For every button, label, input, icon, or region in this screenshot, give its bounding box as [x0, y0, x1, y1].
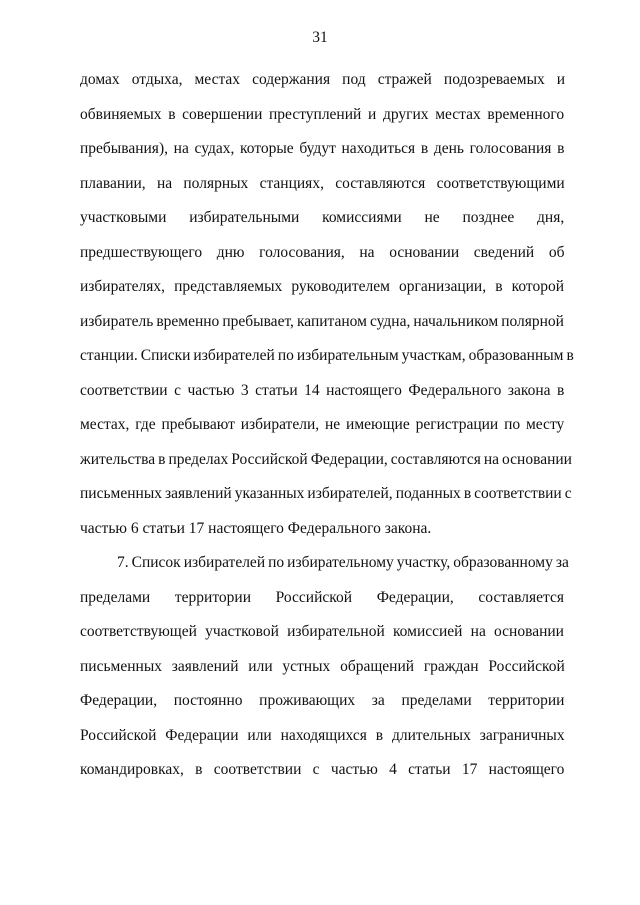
text-line: командировках, в соответствии с частью 4 статьи 17 настоящего: [80, 761, 565, 778]
text-line: избиратель временно пребывает, капитаном судна, начальником полярной: [80, 312, 564, 330]
text-line: пределами территории Российской Федерации, составляется: [80, 588, 564, 606]
text-line: частью 6 статьи 17 настоящего Федерального закона.: [80, 519, 432, 537]
text-line: соответствующей участковой избирательной комиссией на основании: [80, 623, 564, 640]
text-line: письменных заявлений указанных избирателей, поданных в соответствии с: [80, 485, 572, 502]
text-line: домах отдыха, местах содержания под стражей подозреваемых и: [80, 71, 566, 88]
text-line: станции. Списки избирателей по избирательным участкам, образованным в: [80, 347, 574, 364]
page-number: 31: [312, 29, 328, 46]
text-line: жительства в пределах Российской Федерации, составляются на основании: [80, 450, 572, 468]
text-line: 7. Список избирателей по избирательному участку, образованному за: [117, 554, 569, 571]
text-line: соответствии с частью 3 статьи 14 настоящего Федерального закона в: [80, 381, 565, 399]
text-line: участковыми избирательными комиссиями не позднее дня,: [80, 209, 565, 226]
text-line: пребывания), на судах, которые будут находиться в день голосования в: [80, 140, 565, 157]
text-line: плавании, на полярных станциях, составляются соответствующими: [80, 174, 565, 192]
paragraph-2: [80, 546, 569, 788]
body-text: [80, 63, 574, 788]
text-line: Российской Федерации или находящихся в длительных заграничных: [80, 726, 565, 744]
paragraph-1: [80, 63, 574, 546]
text-line: письменных заявлений или устных обращений граждан Российской: [80, 657, 565, 675]
text-line: избирателях, представляемых руководителем организации, в которой: [80, 278, 565, 295]
text-line: Федерации, постоянно проживающих за пределами территории: [80, 692, 565, 709]
text-line: обвиняемых в совершении преступлений и других местах временного: [80, 105, 565, 123]
text-line: предшествующего дню голосования, на основании сведений об: [80, 243, 565, 261]
text-line: местах, где пребывают избиратели, не имеющие регистрации по месту: [80, 416, 565, 433]
